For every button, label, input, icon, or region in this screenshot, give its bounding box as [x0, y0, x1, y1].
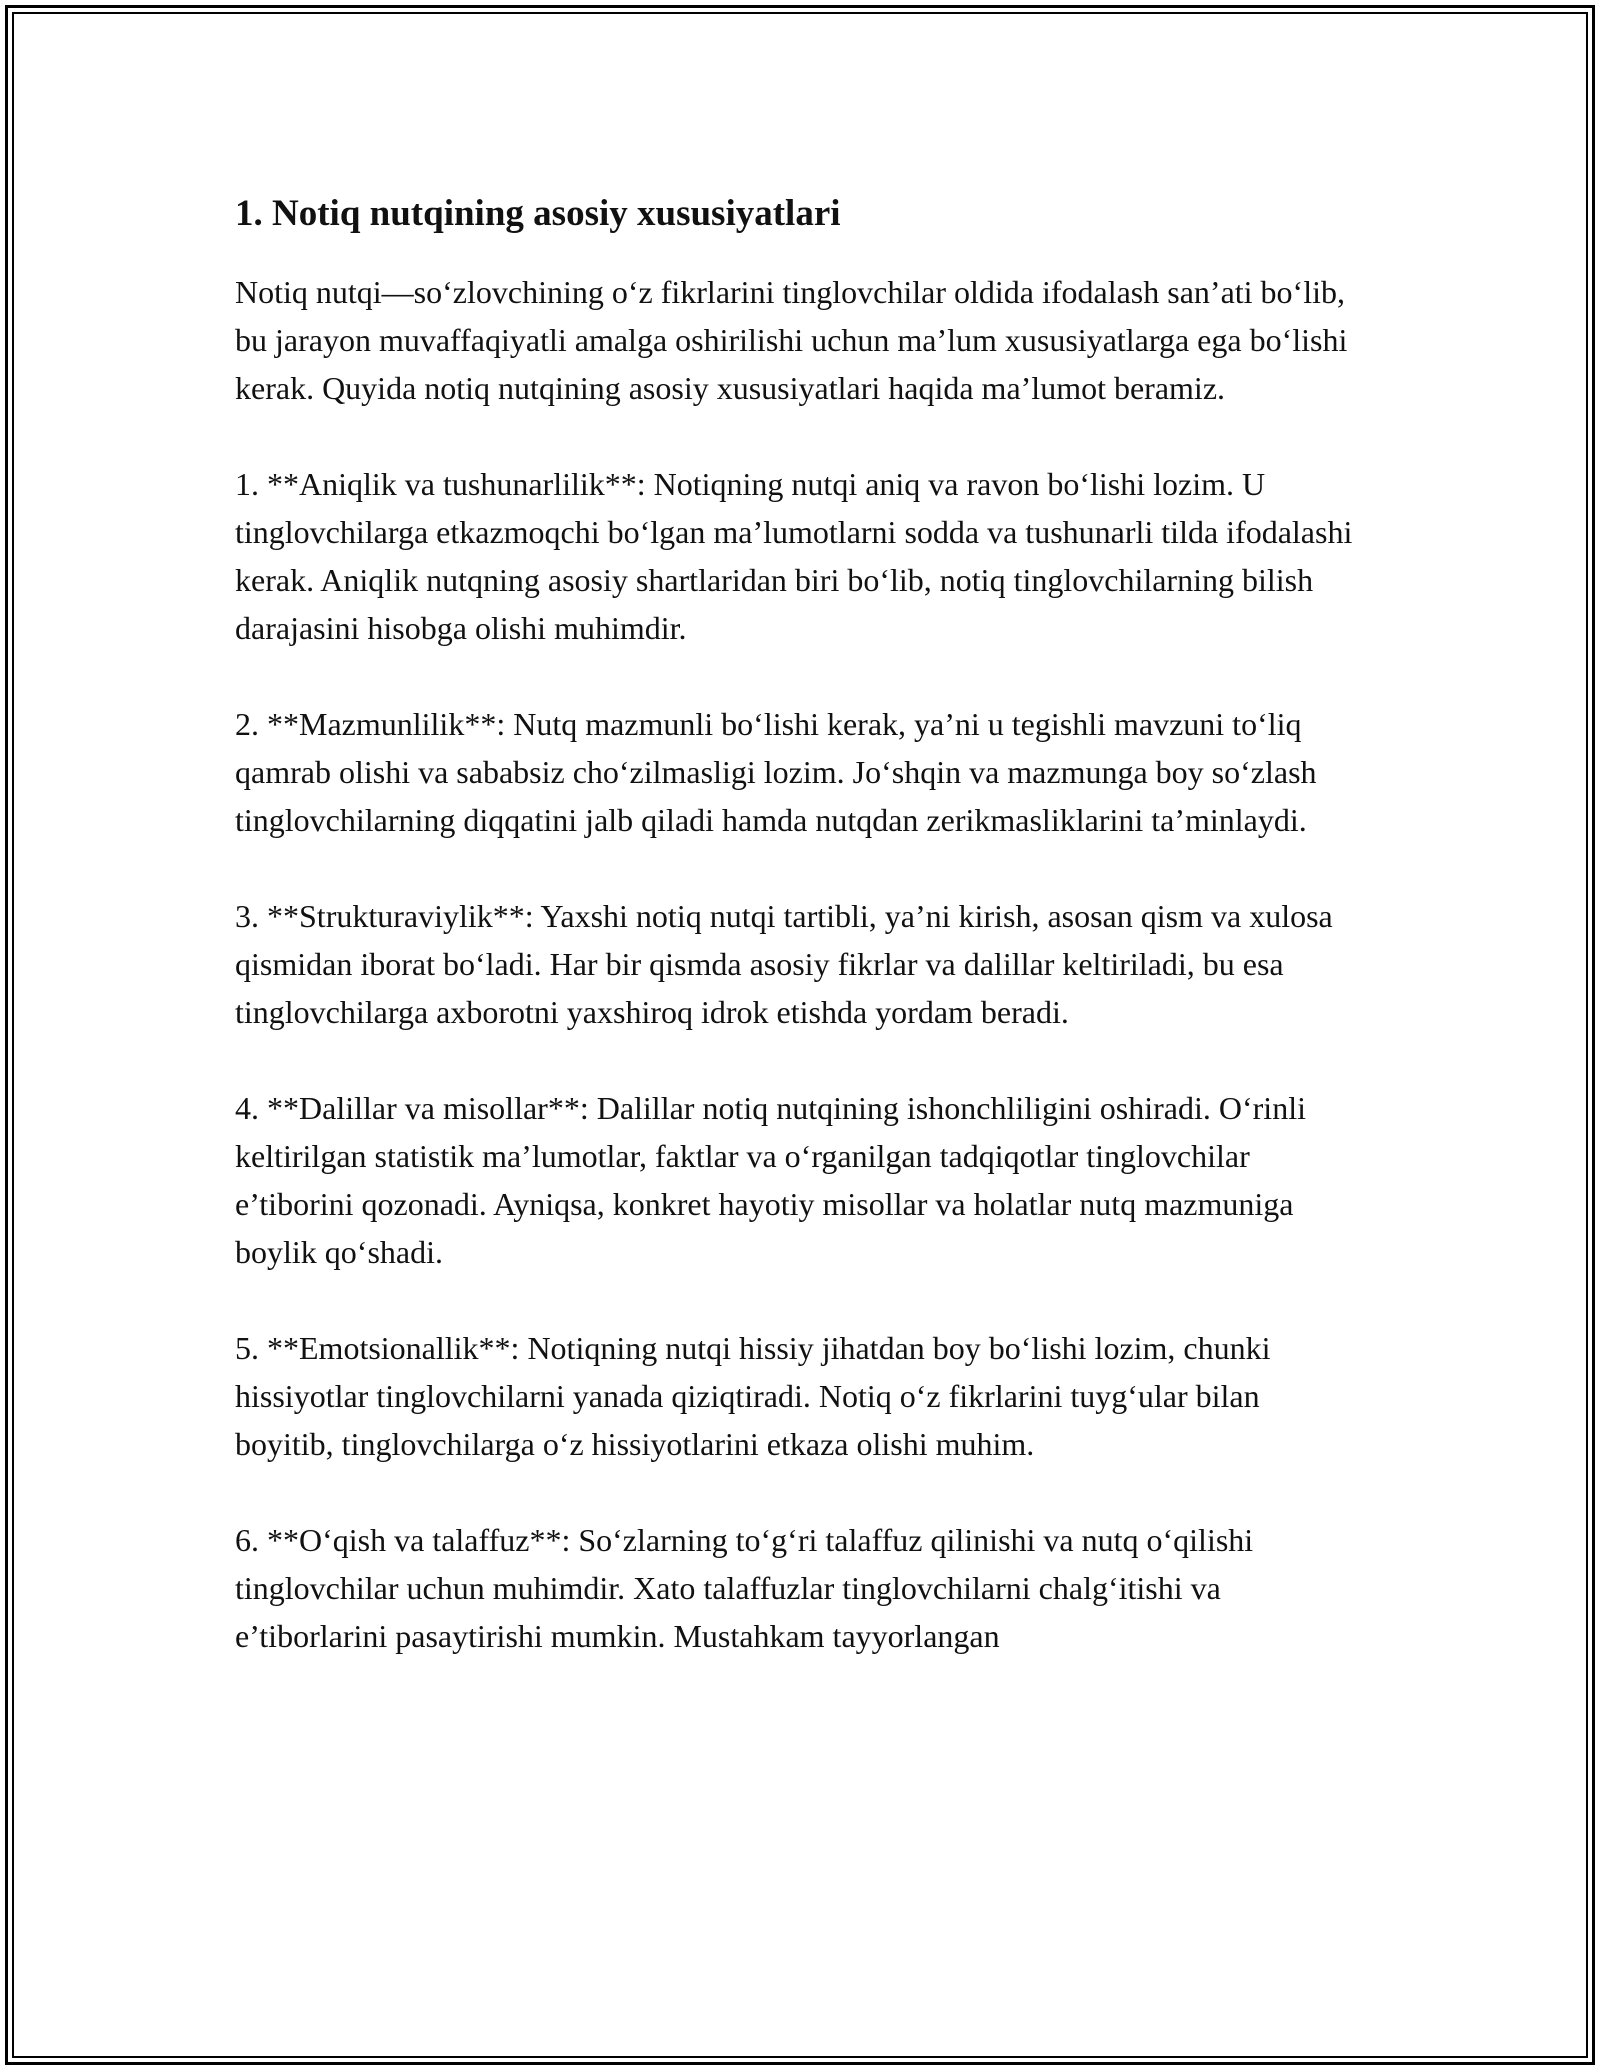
paragraph-talaffuz: 6. **O‘qish va talaffuz**: So‘zlarning to‘g‘ri talaffuz qilinishi va nutq o‘qilishi tinglovchilar uchun muhimdir. Xato talaffuzlar tinglovchilarni chalg‘itishi va e’tiborlarini pasaytirishi mumkin. Mustahkam tayyorlangan	[235, 1522, 1254, 1654]
intro-paragraph: Notiq nutqi—so‘zlovchining o‘z fikrlarini tinglovchilar oldida ifodalash san’ati bo‘lib, bu jarayon muvaffaqiyatli amalga oshirilishi uchun ma’lum xususiyatlarga ega bo‘lishi kerak. Quyida notiq nutqining asosiy xususiyatlari haqida ma’lumot beramiz.	[235, 274, 1348, 406]
paragraph-dalillar: 4. **Dalillar va misollar**: Dalillar notiq nutqining ishonchliligini oshiradi. O‘rinli keltirilgan statistik ma’lumotlar, faktlar va o‘rganilgan tadqiqotlar tinglovchilar e’tiborini qozonadi. Ayniqsa, konkret hayotiy misollar va holatlar nutq mazmuniga boylik qo‘shadi.	[235, 1090, 1306, 1270]
document-body	[235, 186, 1365, 1708]
paragraph-aniqlik: 1. **Aniqlik va tushunarlilik**: Notiqning nutqi aniq va ravon bo‘lishi lozim. U tinglovchilarga etkazmoqchi bo‘lgan ma’lumotlarni sodda va tushunarli tilda ifodalashi kerak. Aniqlik nutqning asosiy shartlaridan biri bo‘lib, notiq tinglovchilarning bilish darajasini hisobga olishi muhimdir.	[235, 466, 1353, 646]
paragraph-emotsionallik: 5. **Emotsionallik**: Notiqning nutqi hissiy jihatdan boy bo‘lishi lozim, chunki hissiyotlar tinglovchilarni yanada qiziqtiradi. Notiq o‘z fikrlarini tuyg‘ular bilan boyitib, tinglovchilarga o‘z hissiyotlarini etkaza olishi muhim.	[235, 1330, 1271, 1462]
paragraph-strukturaviylik: 3. **Strukturaviylik**: Yaxshi notiq nutqi tartibli, ya’ni kirish, asosan qism va xulosa qismidan iborat bo‘ladi. Har bir qismda asosiy fikrlar va dalillar keltiriladi, bu esa tinglovchilarga axborotni yaxshiroq idrok etishda yordam beradi.	[235, 898, 1333, 1030]
paragraph-mazmunlilik: 2. **Mazmunlilik**: Nutq mazmunli bo‘lishi kerak, ya’ni u tegishli mavzuni to‘liq qamrab olishi va sababsiz cho‘zilmasligi lozim. Jo‘shqin va mazmunga boy so‘zlash tinglovchilarning diqqatini jalb qiladi hamda nutqdan zerikmasliklarini ta’minlaydi.	[235, 706, 1317, 838]
document-title: 1. Notiq nutqining asosiy xususiyatlari	[235, 193, 841, 234]
